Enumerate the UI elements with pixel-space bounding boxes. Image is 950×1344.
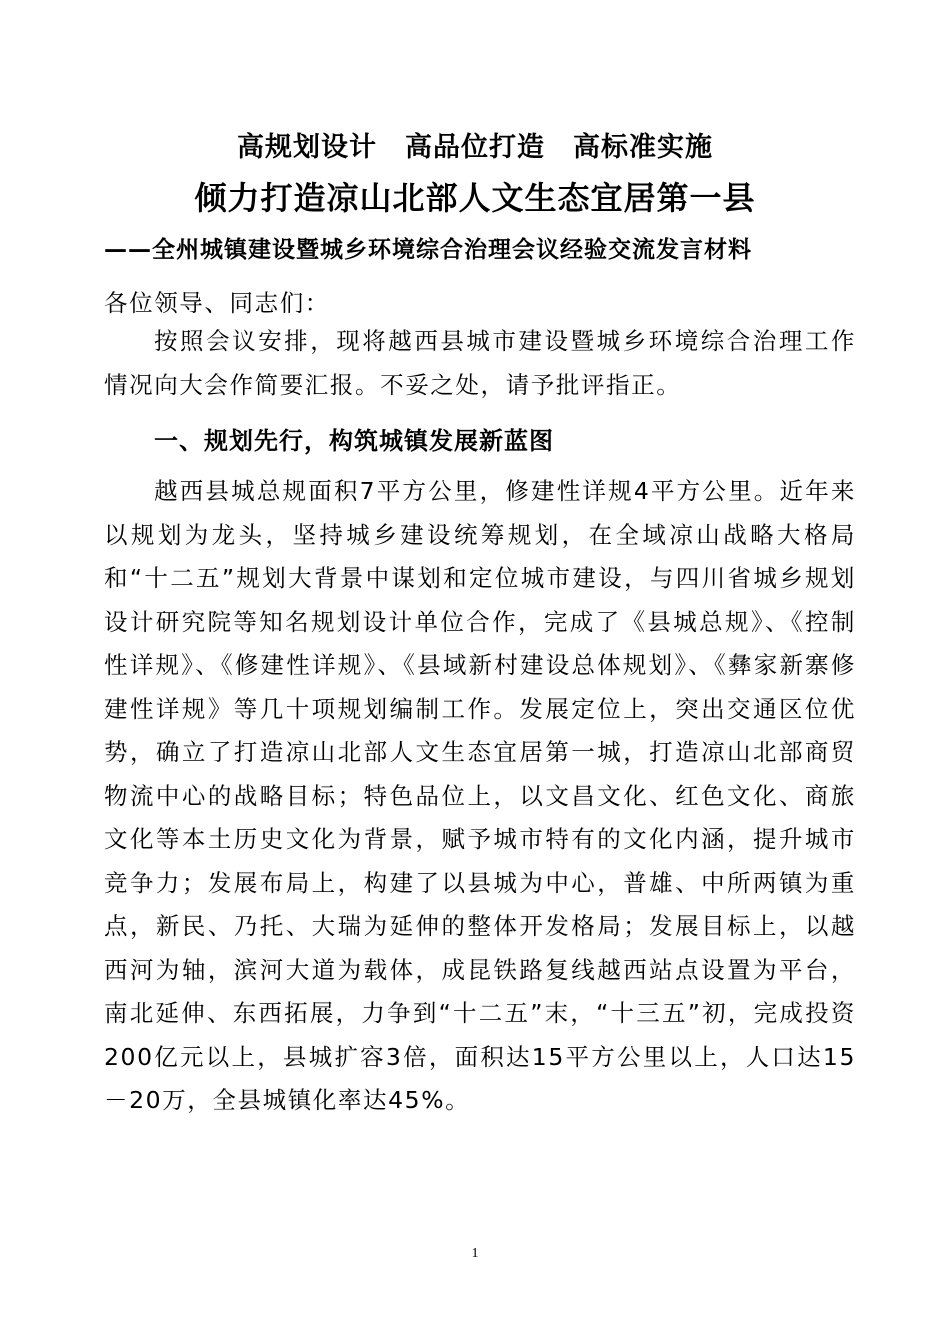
salutation: 各位领导、同志们： <box>104 289 330 317</box>
document-title-line2: 倾力打造凉山北部人文生态宜居第一县 <box>194 179 756 217</box>
paragraph-intro: 按照会议安排，现将越西县城市建设暨城乡环境综合治理工作情况向大会作简要汇报。不妥之处，请予批评指正。 <box>104 327 856 399</box>
page-number: 1 <box>471 1246 479 1261</box>
document-title-line1: 高规划设计 高品位打造 高标准实施 <box>237 132 713 163</box>
paragraph-planning: 越西县城总规面积7平方公里，修建性详规4平方公里。近年来以规划为龙头，坚持城乡建设统筹规划，在全域凉山战略大格局和“十二五”规划大背景中谋划和定位城市建设，与四川省城乡规划设计研究院等知名规划设计单位合作，完成了《县城总规》、《控制性详规》、《修建性详规》、《县域新村建设总体规划》、《彝家新寨修建性详规》等几十项规划编制工作。发展定位上，突出交通区位优势，确立了打造凉山北部人文生态宜居第一城，打造凉山北部商贸物流中心的战略目标；特色品位上，以文昌文化、红色文化、商旅文化等本土历史文化为背景，赋予城市特有的文化内涵，提升城市竞争力；发展布局上，构建了以县城为中心，普雄、中所两镇为重点，新民、乃托、大瑞为延伸的整体开发格局；发展目标上，以越西河为轴，滨河大道为载体，成昆铁路复线越西站点设置为平台，南北延伸、东西拓展，力争到“十二五”末，“十三五”初，完成投资200亿元以上，县城扩容3倍，面积达15平方公里以上，人口达15－20万，全县城镇化率达45%。 <box>104 477 856 1114</box>
document-subtitle: ——全州城镇建设暨城乡环境综合治理会议经验交流发言材料 <box>104 237 752 263</box>
section-heading-1: 一、规划先行，构筑城镇发展新蓝图 <box>154 427 554 455</box>
